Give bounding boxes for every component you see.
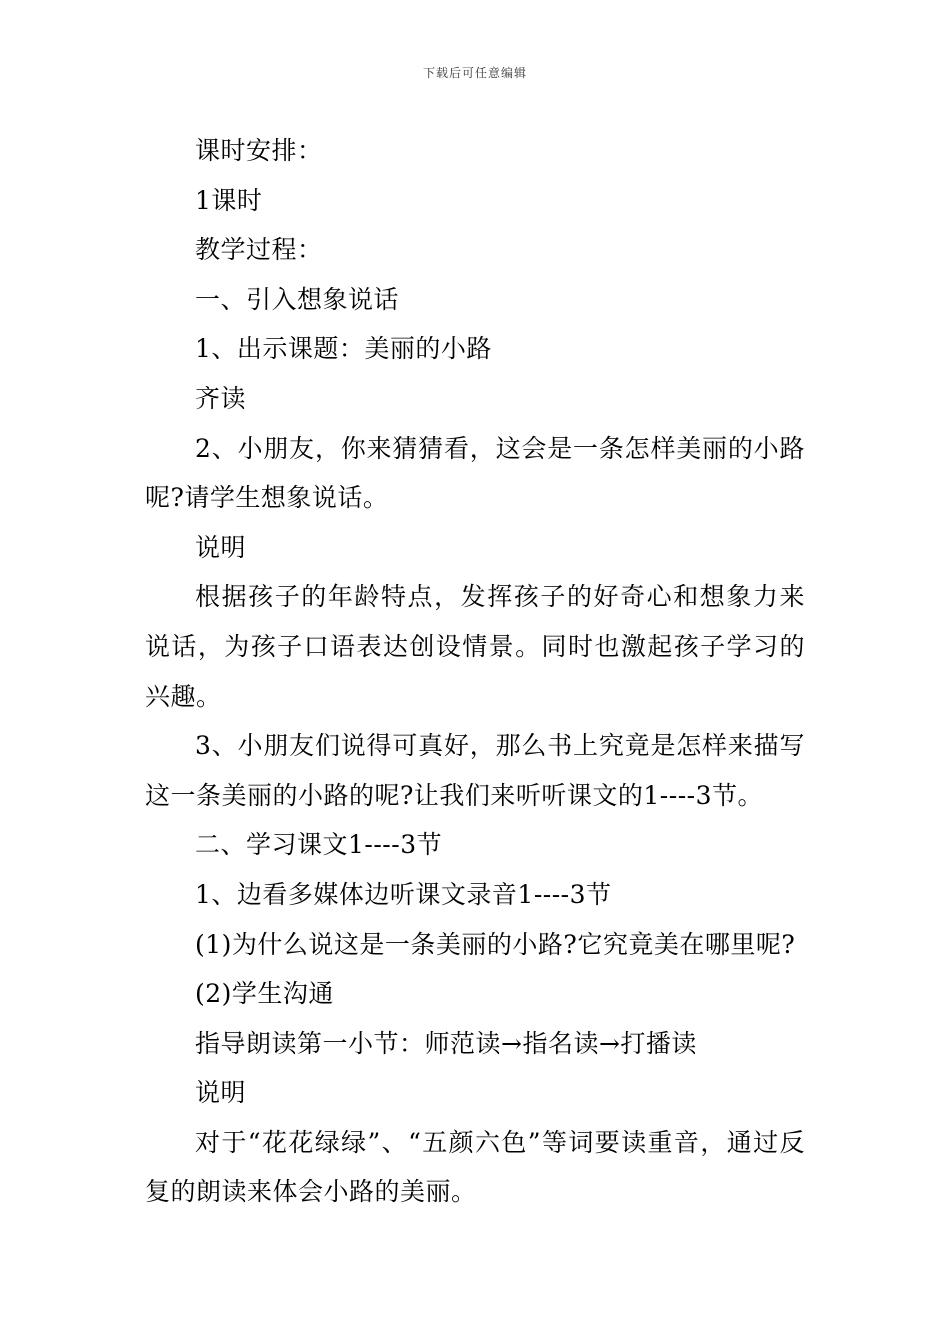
- paragraph-step-2: 2、小朋友，你来猜猜看，这会是一条怎样美丽的小路呢?请学生想象说话。: [145, 433, 805, 513]
- section-heading-2: 二、学习课文1----3节: [195, 830, 443, 860]
- section-heading-1: 一、引入想象说话: [195, 284, 400, 314]
- paragraph-step-3: 3、小朋友们说得可真好，那么书上究竟是怎样来描写这一条美丽的小路的呢?让我们来听听课文的1----3节。: [145, 731, 805, 810]
- paragraph-note-1: 根据孩子的年龄特点，发挥孩子的好奇心和想象力来说话，为孩子口语表达创设情景。同时也激起孩子学习的兴趣。: [145, 582, 805, 711]
- paragraph-note-label-1: 说明: [195, 532, 247, 562]
- paragraph-substep-1: 1、边看多媒体边听课文录音1----3节: [195, 879, 612, 909]
- paragraph-read-together: 齐读: [195, 383, 247, 413]
- paragraph-note-2: 对于“花花绿绿”、“五颜六色”等词要读重音，通过反复的朗读来体会小路的美丽。: [145, 1127, 805, 1207]
- paragraph-reading-guide: 指导朗读第一小节：师范读→指名读→打播读: [195, 1028, 697, 1058]
- paragraph-process-heading: 教学过程：: [195, 235, 323, 265]
- paragraph-step-1: 1、出示课题：美丽的小路: [195, 334, 492, 364]
- paragraph-note-label-2: 说明: [195, 1078, 247, 1108]
- header-note: 下载后可任意编辑: [422, 66, 527, 80]
- document-body: [145, 126, 805, 1217]
- paragraph-schedule-value: 1课时: [195, 185, 263, 215]
- paragraph-question-1: (1)为什么说这是一条美丽的小路?它究竟美在哪里呢?: [195, 929, 796, 959]
- paragraph-schedule-heading: 课时安排：: [195, 136, 323, 165]
- paragraph-question-2: (2)学生沟通: [195, 979, 334, 1009]
